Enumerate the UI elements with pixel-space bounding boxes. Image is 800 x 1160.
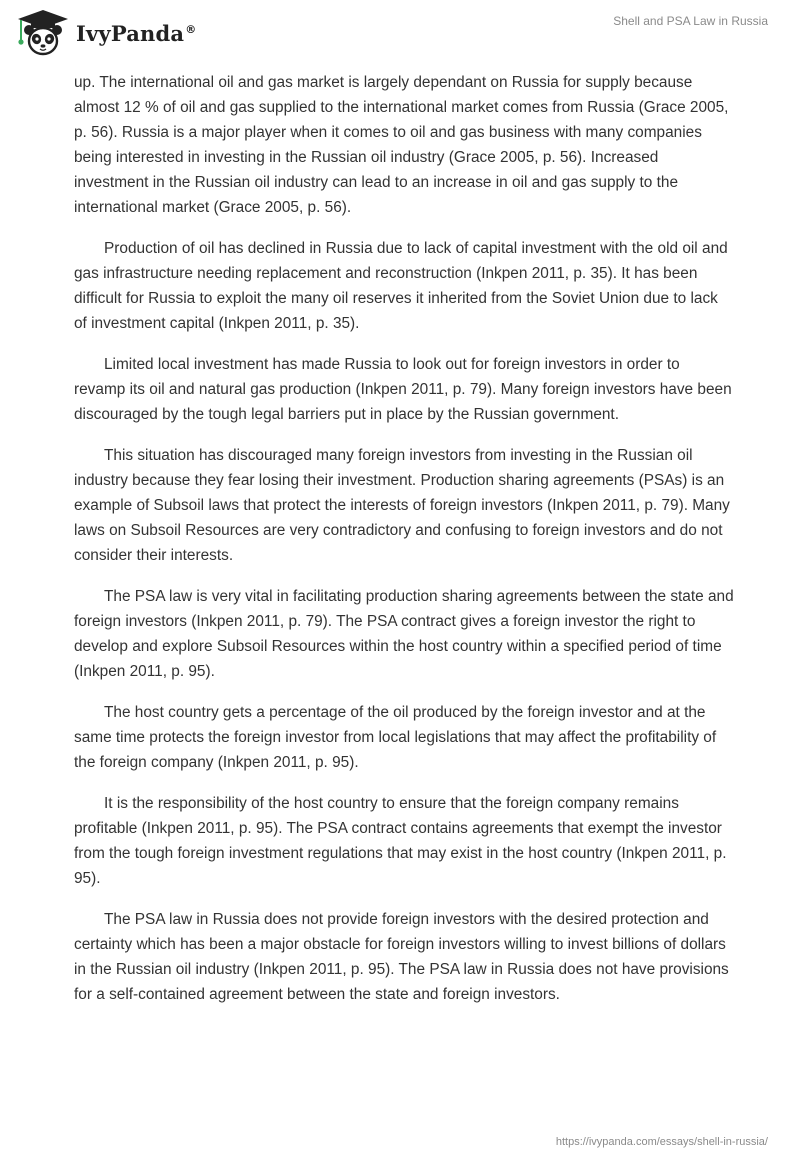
- paragraph: The host country gets a percentage of the oil produced by the foreign investor and at the same time protects the foreign investor from local legislations that may affect the profitability of the foreign company (Inkpen 2011, p. 95).: [74, 704, 717, 771]
- document-title: Shell and PSA Law in Russia: [613, 14, 768, 28]
- paragraph: Limited local investment has made Russia to look out for foreign investors in order to revamp its oil and natural gas production (Inkpen 2011, p. 79). Many foreign investors have been discouraged by the tough legal barriers put in place by the Russian government.: [74, 356, 732, 423]
- source-url-link[interactable]: https://ivypanda.com/essays/shell-in-russia/: [555, 1136, 768, 1148]
- paragraph: This situation has discouraged many foreign investors from investing in the Russian oil industry because they fear losing their investment. Production sharing agreements (PSAs) is an example of Subsoil laws that protect the interests of foreign investors (Inkpen 2011, p. 79). Many laws on Subsoil Resources are very contradictory and confusing to foreign investors and do not consider their interests.: [74, 447, 730, 564]
- paragraph: The PSA law is very vital in facilitating production sharing agreements between the state and foreign investors (Inkpen 2011, p. 79). The PSA contract gives a foreign investor the right to develop and explore Subsoil Resources within the host country within a specified period of time (Inkpen 2011, p. 95).: [74, 588, 734, 680]
- page-header: [0, 0, 800, 70]
- essay-body: [74, 70, 734, 1023]
- paragraph: The PSA law in Russia does not provide foreign investors with the desired protection and certainty which has been a major obstacle for foreign investors willing to invest billions of dollars in the Russian oil industry (Inkpen 2011, p. 95). The PSA law in Russia does not have provisions for a self-contained agreement between the state and foreign investors.: [74, 911, 729, 1003]
- brand-logo[interactable]: [14, 8, 196, 58]
- brand-name: IvyPanda®: [76, 20, 197, 46]
- panda-graduate-logo-icon: [14, 8, 72, 58]
- paragraph: It is the responsibility of the host country to ensure that the foreign company remains profitable (Inkpen 2011, p. 95). The PSA contract contains agreements that exempt the investor from the tough foreign investment regulations that may exist in the host country (Inkpen 2011, p. 95).: [74, 795, 727, 887]
- paragraph: up. The international oil and gas market is largely dependant on Russia for supply because almost 12 % of oil and gas supplied to the international market comes from Russia (Grace 2005, p. 56). Russia is a major player when it comes to oil and gas business with many companies being interested in investing in the Russian oil industry (Grace 2005, p. 56). Increased investment in the Russian oil industry can lead to an increase in oil and gas supply to the international market (Grace 2005, p. 56).: [74, 74, 729, 216]
- paragraph: Production of oil has declined in Russia due to lack of capital investment with the old oil and gas infrastructure needing replacement and reconstruction (Inkpen 2011, p. 35). It has been difficult for Russia to exploit the many oil reserves it inherited from the Soviet Union due to lack of investment capital (Inkpen 2011, p. 35).: [74, 240, 728, 332]
- registered-mark: ®: [185, 22, 197, 36]
